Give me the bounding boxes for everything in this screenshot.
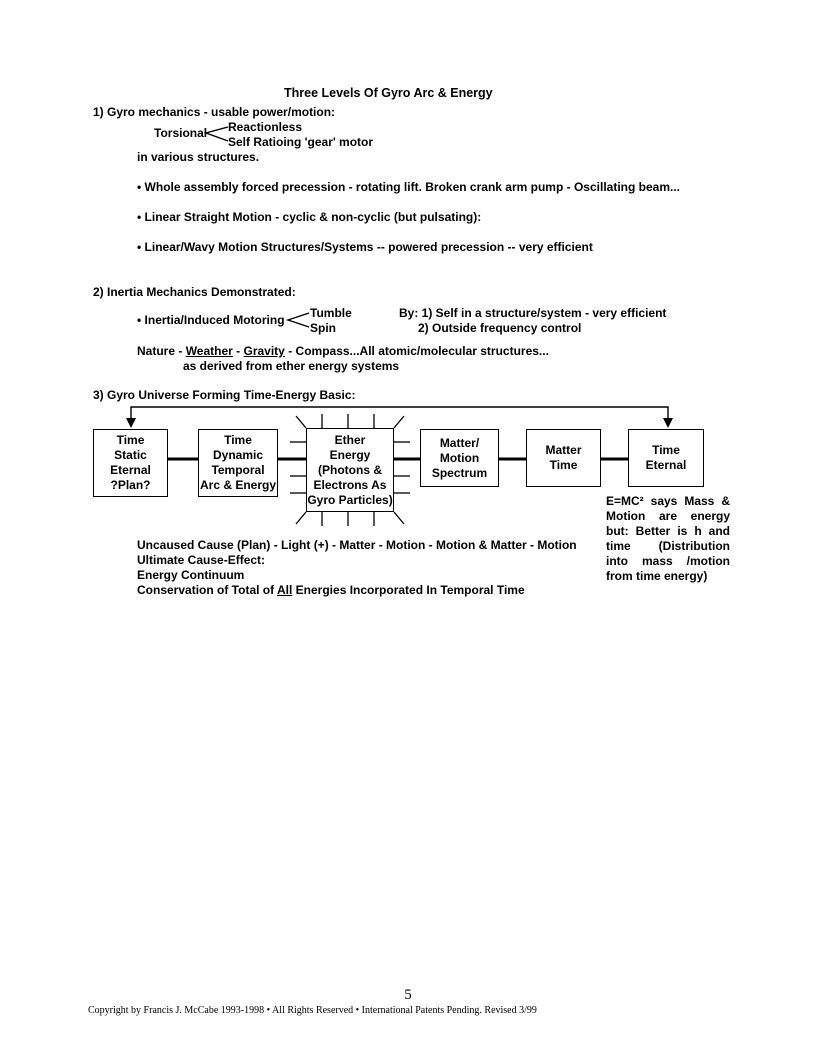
page-number: 5 [404, 987, 412, 1003]
bullet-linear-wavy: • Linear/Wavy Motion Structures/Systems -- powered precession -- very efficient [137, 240, 593, 254]
copyright-footer: Copyright by Francis J. McCabe 1993-1998 • All Rights Reserved • International Patents Pending. Revised 3/99 [88, 1005, 537, 1016]
spin-label: Spin [310, 321, 336, 335]
section1-heading: 1) Gyro mechanics - usable power/motion: [93, 105, 336, 119]
conservation-line: Conservation of Total of All Energies Incorporated In Temporal Time [137, 583, 525, 597]
reactionless-label: Reactionless [228, 120, 303, 134]
bullet-precession: • Whole assembly forced precession - rotating lift. Broken crank arm pump - Oscillating beam... [137, 180, 680, 194]
self-ratioing-label: Self Ratioing 'gear' motor [228, 135, 374, 149]
tumble-label: Tumble [310, 306, 352, 320]
ultimate-cause-line: Ultimate Cause-Effect: [137, 553, 266, 567]
box-time-dynamic-temporal: Time Dynamic Temporal Arc & Energy [198, 429, 278, 497]
box-ether-energy: Ether Energy (Photons & Electrons As Gyro Particles) [306, 428, 394, 512]
page-title: Three Levels Of Gyro Arc & Energy [284, 86, 493, 100]
bullet-linear-straight: • Linear Straight Motion - cyclic & non-cyclic (but pulsating): [137, 210, 482, 224]
weather-word: Weather [185, 344, 233, 358]
emc-note: E=MC² says Mass & Motion are energy but: Better is h and time (Distribution into mass /motion from time energy) [606, 494, 730, 583]
derived-text: as derived from ether energy systems [183, 359, 400, 373]
section3-heading: 3) Gyro Universe Forming Time-Energy Basic: [93, 388, 356, 402]
section2-heading: 2) Inertia Mechanics Demonstrated: [93, 285, 296, 299]
gravity-word: Gravity [243, 344, 285, 358]
energy-continuum-line: Energy Continuum [137, 568, 245, 582]
box-time-eternal: Time Eternal [628, 429, 704, 487]
by-outside-text: 2) Outside frequency control [418, 321, 582, 335]
structures-text: in various structures. [137, 150, 260, 164]
by-self-text: By: 1) Self in a structure/system - very efficient [399, 306, 667, 320]
uncaused-cause-line: Uncaused Cause (Plan) - Light (+) - Matter - Motion - Motion & Matter - Motion [137, 538, 577, 552]
nature-line: Nature - Weather - Gravity - Compass...All atomic/molecular structures... [137, 344, 549, 358]
all-word: All [277, 583, 293, 597]
inertia-motoring-label: • Inertia/Induced Motoring [137, 313, 285, 327]
box-time-static-eternal: Time Static Eternal ?Plan? [93, 429, 168, 497]
box-matter-time: Matter Time [526, 429, 601, 487]
box-matter-motion-spectrum: Matter/ Motion Spectrum [420, 429, 499, 487]
torsional-label: Torsional [154, 126, 208, 140]
